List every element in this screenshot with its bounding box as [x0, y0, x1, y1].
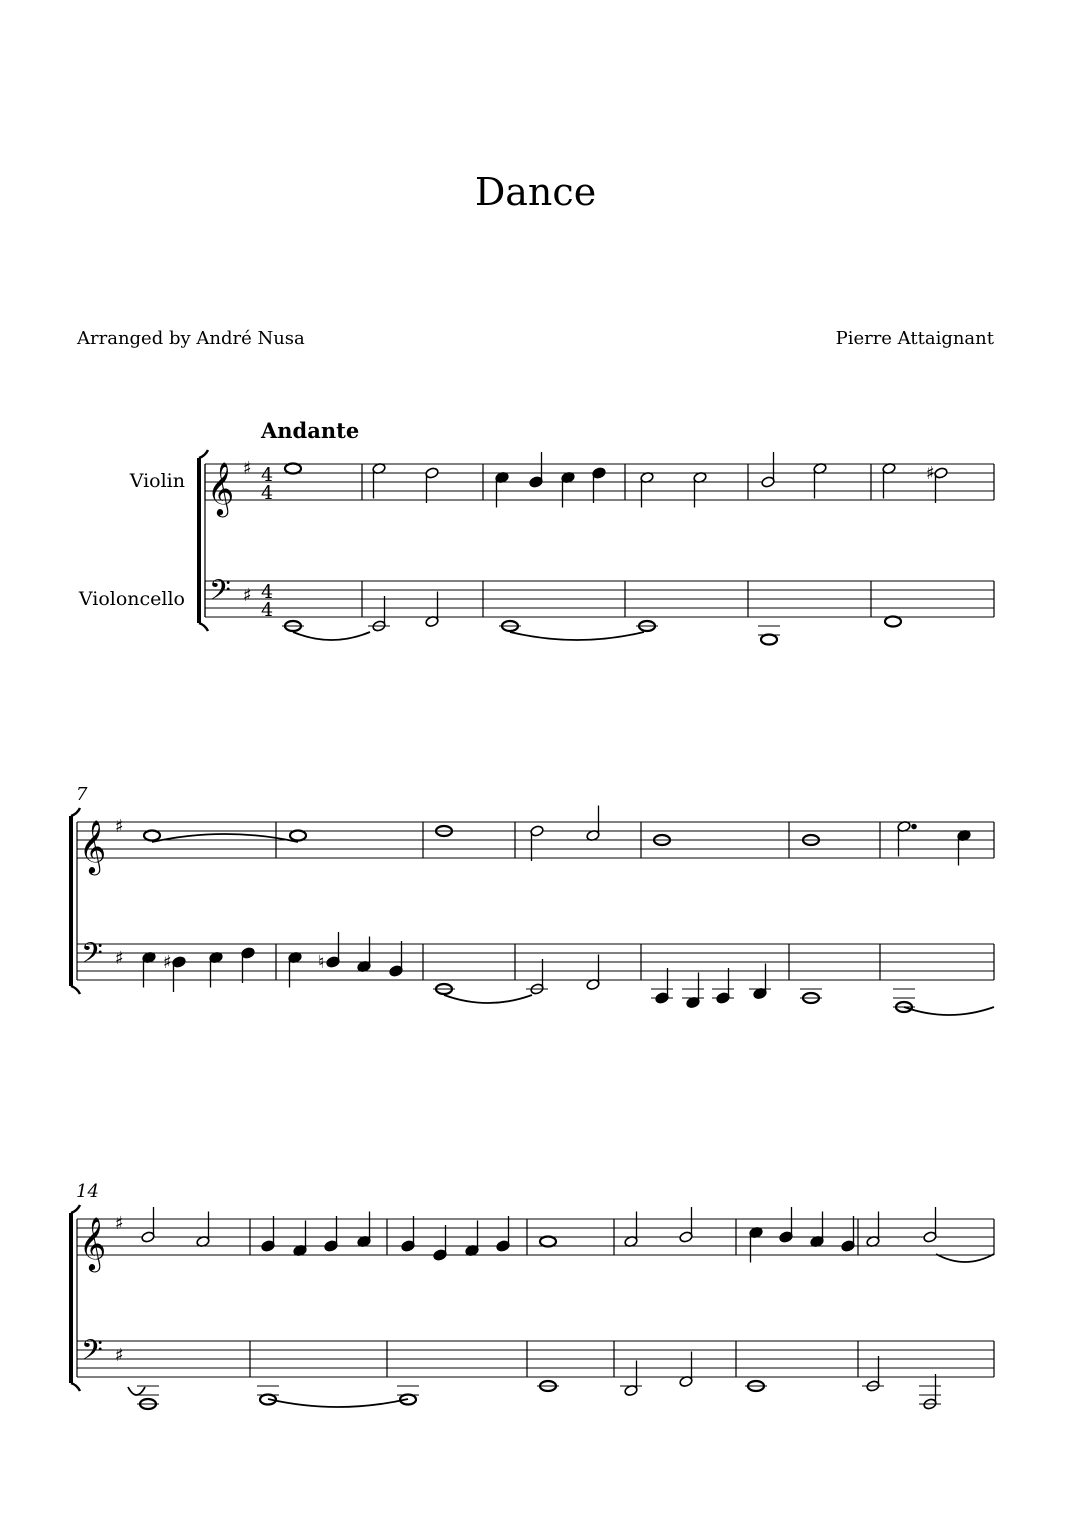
note-violin — [285, 464, 301, 474]
tie — [268, 1399, 408, 1407]
note-dot — [912, 824, 917, 829]
score-title: Dance — [474, 170, 597, 214]
time-signature-bottom: 4 — [261, 599, 274, 621]
treble-clef: 𝄞 — [207, 461, 235, 515]
time-signature-top: 4 — [261, 464, 274, 486]
accidental-sharp: ♯ — [163, 952, 172, 973]
note-violin — [144, 831, 160, 841]
tie — [128, 1387, 145, 1395]
system-bracket-1-bottom — [199, 623, 208, 631]
accidental-natural: ♮ — [318, 952, 325, 973]
accidental-sharp: ♯ — [926, 463, 935, 484]
key-signature-sharp: ♯ — [243, 585, 252, 606]
treble-clef: 𝄞 — [79, 1216, 107, 1270]
note-cello — [761, 635, 777, 645]
instrument-label-violoncello: Violoncello — [78, 588, 185, 610]
composer-credit: Pierre Attaignant — [835, 328, 994, 349]
arranger-credit: Arranged by André Nusa — [77, 328, 305, 349]
note-cello — [885, 617, 901, 627]
key-signature-sharp: ♯ — [115, 1213, 124, 1234]
treble-clef: 𝄞 — [79, 819, 107, 873]
key-signature-sharp: ♯ — [243, 458, 252, 479]
time-signature-top: 4 — [261, 581, 274, 603]
note-violin — [290, 831, 306, 841]
time-signature-bottom: 4 — [261, 482, 274, 504]
measure-number-14: 14 — [76, 1181, 99, 1202]
bass-clef: 𝄢 — [81, 937, 103, 977]
key-signature-sharp: ♯ — [115, 1345, 124, 1366]
tie — [510, 632, 644, 640]
tie — [444, 995, 532, 1003]
note-violin — [540, 1237, 556, 1247]
key-signature-sharp: ♯ — [115, 948, 124, 969]
tie — [293, 632, 370, 640]
bass-clef: 𝄢 — [209, 574, 231, 614]
key-signature-sharp: ♯ — [115, 816, 124, 837]
system-bracket-2-bottom — [71, 986, 80, 994]
tie — [904, 1007, 994, 1015]
measure-number-7: 7 — [76, 784, 88, 805]
system-bracket-3-bottom — [71, 1383, 80, 1391]
system-bracket-3-top — [71, 1205, 80, 1213]
bass-clef: 𝄢 — [81, 1334, 103, 1374]
system-bracket-1-top — [199, 450, 208, 458]
tempo-marking: Andante — [261, 418, 360, 443]
instrument-label-violin: Violin — [129, 470, 185, 492]
system-bracket-2-top — [71, 808, 80, 816]
